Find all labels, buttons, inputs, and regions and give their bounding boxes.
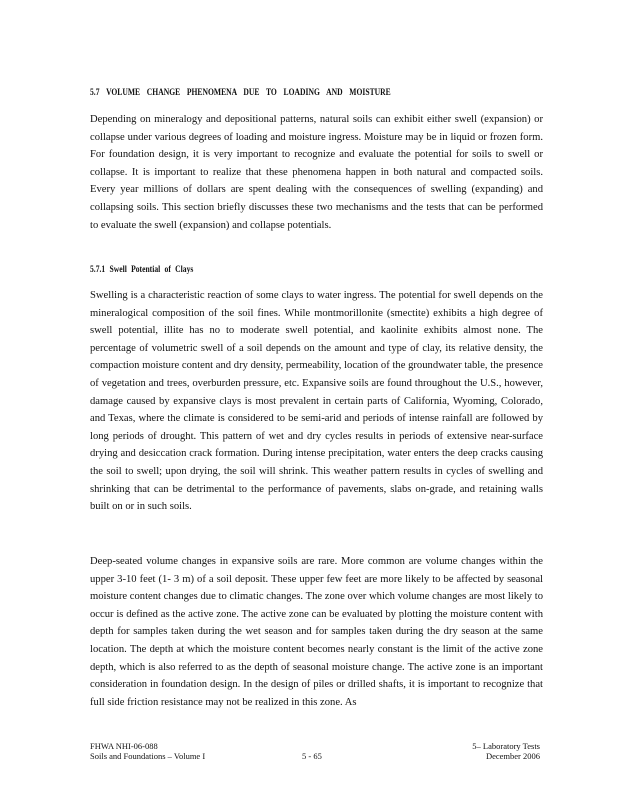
body-paragraph-1: Swelling is a characteristic reaction of some clays to water ingress. The potential for swell depends on the mineralogical composition of the soil fines. While montmorillonite (smectite) exhibits a high degree of swell potential, illite has no to moderate swell potential, and kaolinite exhibits almost none. The percentage of volumetric swell of a soil depends on the amount and type of clay, its relative density, the compaction moisture content and dry density, permeability, location of the groundwater table, the presence of vegetation and trees, overburden pressure, etc. Expansive soils are found throughout the U.S., however, damage caused by expansive clays is most prevalent in certain parts of California, Wyoming, Colorado, and Texas, where the climate is considered to be semi-arid and periods of intense rainfall are followed by long periods of drought. This pattern of wet and dry cycles results in periods of extensive near-surface drying and desiccation crack formation. During intense precipitation, water enters the deep cracks causing the soil to swell; upon drying, the soil will shrink. This weather pattern results in cycles of swelling and shrinking that can be detrimental to the performance of pavements, slabs on-grade, and retaining walls built on or in such soils. <box>90 290 543 513</box>
footer-chapter: 5– Laboratory Tests <box>472 741 540 751</box>
footer-left <box>90 741 270 761</box>
body-paragraph-2: Deep-seated volume changes in expansive soils are rare. More common are volume changes within the upper 3-10 feet (1- 3 m) of a soil deposit. These upper few feet are more likely to be affected by seasonal moisture content changes due to climatic changes. The zone over which volume changes are most likely to occur is defined as the active zone. The active zone can be evaluated by plotting the moisture content with depth for samples taken during the wet season and for samples taken during the dry season at the same location. The depth at which the moisture content becomes nearly constant is the limit of the active zone depth, which is also referred to as the depth of seasonal moisture change. The active zone is an important consideration in foundation design. In the design of piles or drilled shafts, it is important to recognize that full side friction resistance may not be realized in this zone. As <box>90 556 543 708</box>
footer-right <box>432 741 540 761</box>
footer-date: December 2006 <box>485 751 540 761</box>
footer-page-number: 5 - 65 <box>302 751 322 761</box>
intro-paragraph: Depending on mineralogy and depositional patterns, natural soils can exhibit either swell (expansion) or collapse under various degrees of loading and moisture ingress. Moisture may be in liquid or frozen form. For foundation design, it is very important to recognize and evaluate the potential for soils to swell or collapse. It is important to realize that these phenomena happen in both natural and compacted soils. Every year millions of dollars are spent dealing with the consequences of swelling (expanding) and collapsing soils. This section briefly discusses these two mechanisms and the tests that can be performed to evaluate the swell (expansion) and collapse potentials. <box>90 114 543 231</box>
subsection-heading: 5.7.1 Swell Potential of Clays <box>90 265 194 275</box>
section-heading: 5.7 VOLUME CHANGE PHENOMENA DUE TO LOADING AND MOISTURE <box>90 88 391 98</box>
footer-volume-title: Soils and Foundations – Volume I <box>90 751 206 761</box>
footer-report-id: FHWA NHI-06-088 <box>90 741 158 751</box>
